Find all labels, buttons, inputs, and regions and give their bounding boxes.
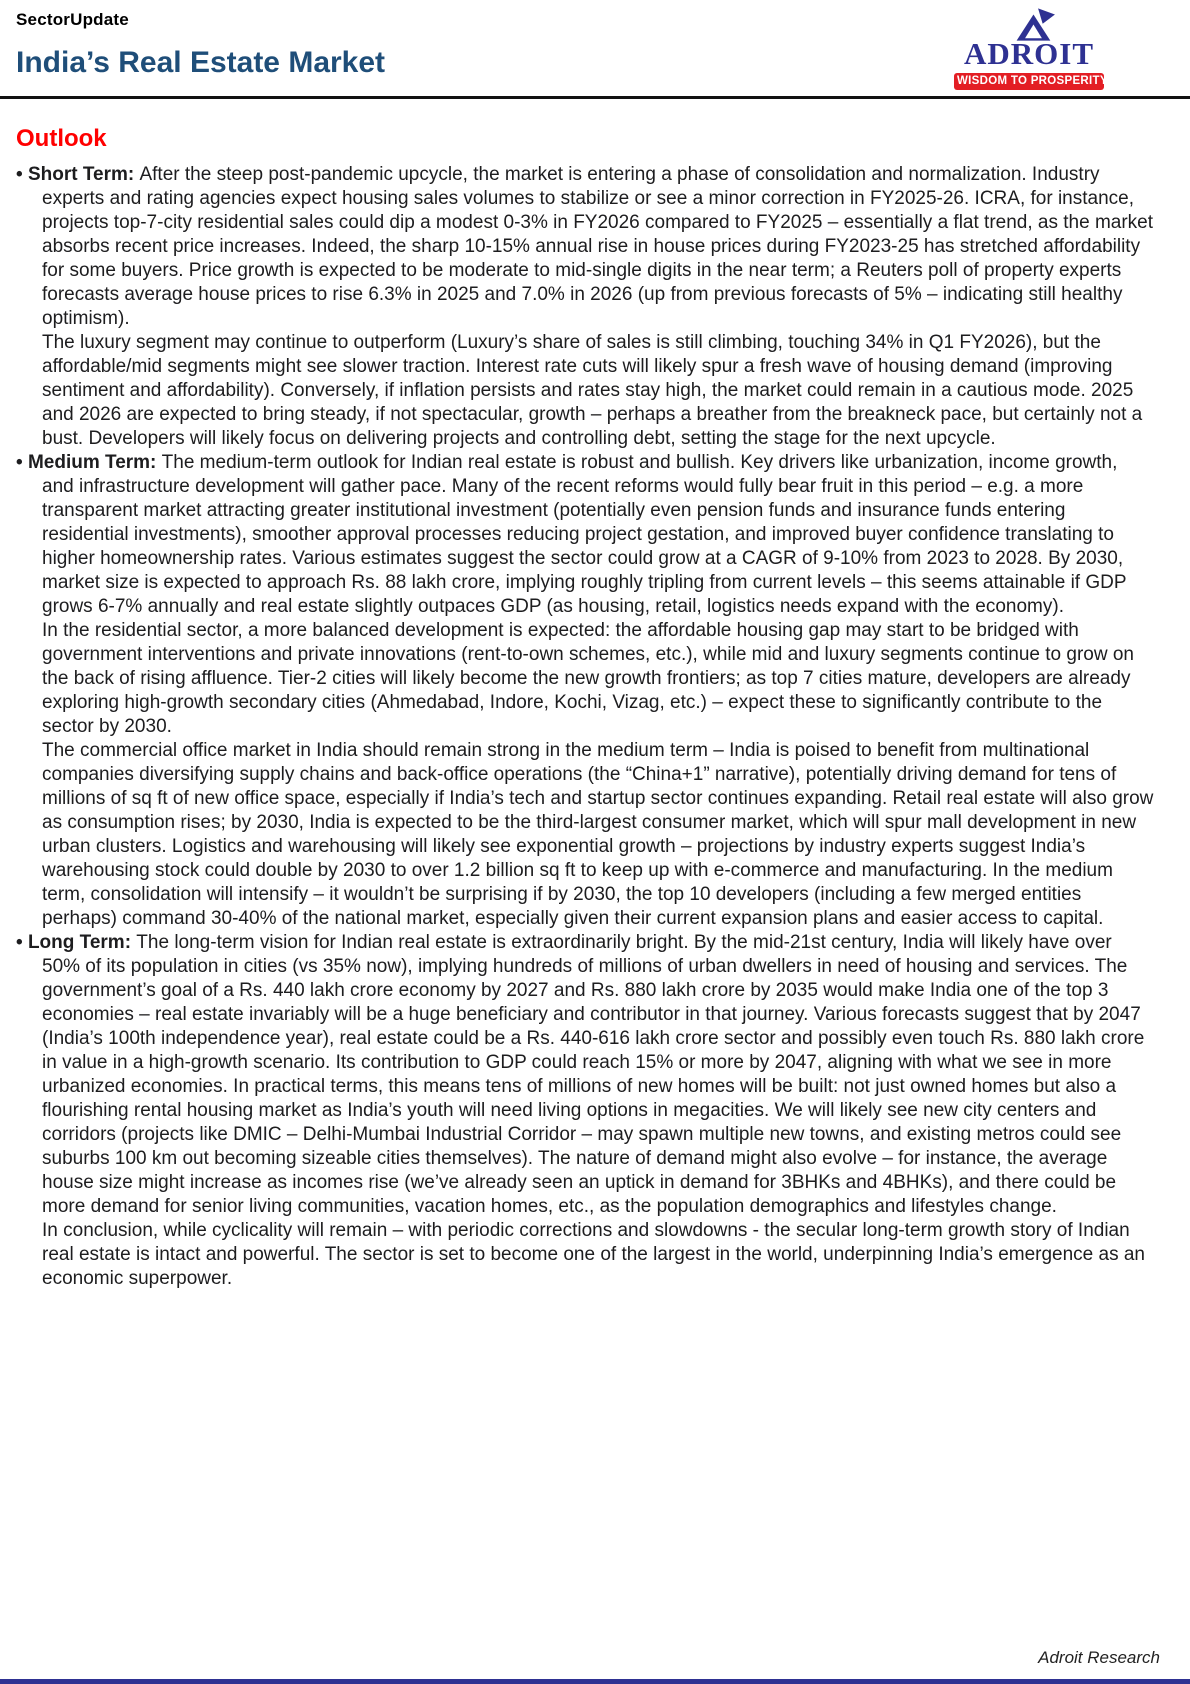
report-footer	[1038, 1648, 1160, 1668]
bullet-marker-icon: •	[16, 932, 28, 953]
research-credit: Adroit Research	[1038, 1648, 1160, 1667]
section-heading: Outlook	[16, 125, 107, 152]
outlook-content	[16, 163, 1154, 1291]
bullet-paragraph: In conclusion, while cyclicality will remain – with periodic corrections and slowdowns - the secular long-term growth story of Indian real estate is intact and powerful. The sector is set to become one of the largest in the world, underpinning India’s emergence as an economic superpower.	[42, 1220, 1146, 1289]
bullet-label: Long Term:	[27, 932, 137, 953]
adroit-logo	[954, 8, 1108, 90]
bullet-item: • Medium Term: The medium-term outlook for Indian real estate is robust and bullish. Key drivers like urbanization, income growth, and infrastructure development will gather pace. Many of the recent reforms would fully bear fruit in this period – e.g. a more transparent market attracting greater institutional investment (potentially even pension funds and insurance funds entering residential investments), smoother approval processes reducing project gestation, and improved buyer confidence translating to higher homeownership rates. Various estimates suggest the sector could grow at a CAGR of 9-10% from 2023 to 2028. By 2030, market size is expected to approach Rs. 88 lakh crore, implying roughly tripling from current levels – this seems attainable if GDP grows 6-7% annually and real estate slightly outpaces GDP (as housing, retail, logistics needs expand with the economy).	[16, 452, 1127, 617]
report-header	[16, 0, 1154, 87]
bullet-marker-icon: •	[16, 452, 28, 473]
bullet-paragraph: The luxury segment may continue to outperform (Luxury’s share of sales is still climbing, touching 34% in Q1 FY2026), but the affordable/mid segments might see slower traction. Interest rate cuts will likely spur a fresh wave of housing demand (improving sentiment and affordability). Conversely, if inflation persists and rates stay high, the market could remain in a cautious mode. 2025 and 2026 are expected to bring steady, if not spectacular, growth – perhaps a breather from the breakneck pace, but certainly not a bust. Developers will likely focus on delivering projects and controlling debt, setting the stage for the next upcycle.	[42, 332, 1143, 449]
bullet-label: Medium Term:	[27, 452, 162, 473]
adroit-logo-wordmark: ADROIT	[963, 36, 1094, 71]
bullet-item: • Short Term: After the steep post-pandemic upcycle, the market is entering a phase of consolidation and normalization. Industry experts and rating agencies expect housing sales volumes to stabilize or see a minor correction in FY2025-26. ICRA, for instance, projects top-7-city residential sales could dip a modest 0-3% in FY2026 compared to FY2025 – essentially a flat trend, as the market absorbs recent price increases. Indeed, the sharp 10-15% annual rise in house prices during FY2023-25 has stretched affordability for some buyers. Price growth is expected to be moderate to mid-single digits in the near term; a Reuters poll of property experts forecasts average house prices to rise 6.3% in 2025 and 7.0% in 2026 (up from previous forecasts of 5% – indicating still healthy optimism).	[16, 164, 1154, 329]
bullet-label: Short Term:	[27, 164, 140, 185]
adroit-logo-tagline: WISDOM TO PROSPERITY	[954, 73, 1104, 90]
bottom-accent-bar	[0, 1679, 1190, 1684]
bullet-paragraph: The commercial office market in India should remain strong in the medium term – India is poised to benefit from multinational companies diversifying supply chains and back-office operations (the “China+1” narrative), potentially driving demand for tens of millions of sq ft of new office space, especially if India’s tech and startup sector continues expanding. Retail real estate will also grow as consumption rises; by 2030, India is expected to be the third-largest consumer market, which will spur mall development in new urban clusters. Logistics and warehousing will likely see exponential growth – projections by industry experts suggest India’s warehousing stock could double by 2030 to over 1.2 billion sq ft to keep up with e-commerce and manufacturing. In the medium term, consolidation will intensify – it wouldn’t be surprising if by 2030, the top 10 developers (including a few merged entities perhaps) command 30-40% of the national market, especially given their current expansion plans and easier access to capital.	[42, 740, 1154, 929]
bullet-marker-icon: •	[16, 164, 28, 185]
bullet-paragraph: In the residential sector, a more balanced development is expected: the affordable housing gap may start to be bridged with government interventions and private innovations (rent-to-own schemes, etc.), while mid and luxury segments continue to grow on the back of rising affluence. Tier-2 cities will likely become the new growth frontiers; as top 7 cities mature, developers are already exploring high-growth secondary cities (Ahmedabad, Indore, Kochi, Vizag, etc.) – expect these to significantly contribute to the sector by 2030.	[42, 620, 1134, 737]
header-divider	[0, 96, 1190, 99]
report-type-label: SectorUpdate	[16, 10, 129, 29]
bullet-item: • Long Term: The long-term vision for Indian real estate is extraordinarily bright. By the mid-21st century, India will likely have over 50% of its population in cities (vs 35% now), implying hundreds of millions of urban dwellers in need of housing and services. The government’s goal of a Rs. 440 lakh crore economy by 2027 and Rs. 880 lakh crore by 2035 would make India one of the top 3 economies – real estate invariably will be a huge beneficiary and contributor in that journey. Various forecasts suggest that by 2047 (India’s 100th independence year), real estate could be a Rs. 440-616 lakh crore sector and possibly even touch Rs. 880 lakh crore in value in a high-growth scenario. Its contribution to GDP could reach 15% or more by 2047, aligning with what we see in more urbanized economies. In practical terms, this means tens of millions of new homes will be built: not just owned homes but also a flourishing rental housing market as India’s youth will need living options in megacities. We will likely see new city centers and corridors (projects like DMIC – Delhi-Mumbai Industrial Corridor – may spawn multiple new towns, and existing metros could see suburbs 100 km out becoming sizeable cities themselves). The nature of demand might also evolve – for instance, the average house size might increase as incomes rise (we’ve already seen an uptick in demand for 3BHKs and 4BHKs), and there could be more demand for senior living communities, vacation homes, etc., as the population demographics and lifestyles change.	[16, 932, 1145, 1217]
page-title: India’s Real Estate Market	[16, 46, 386, 79]
